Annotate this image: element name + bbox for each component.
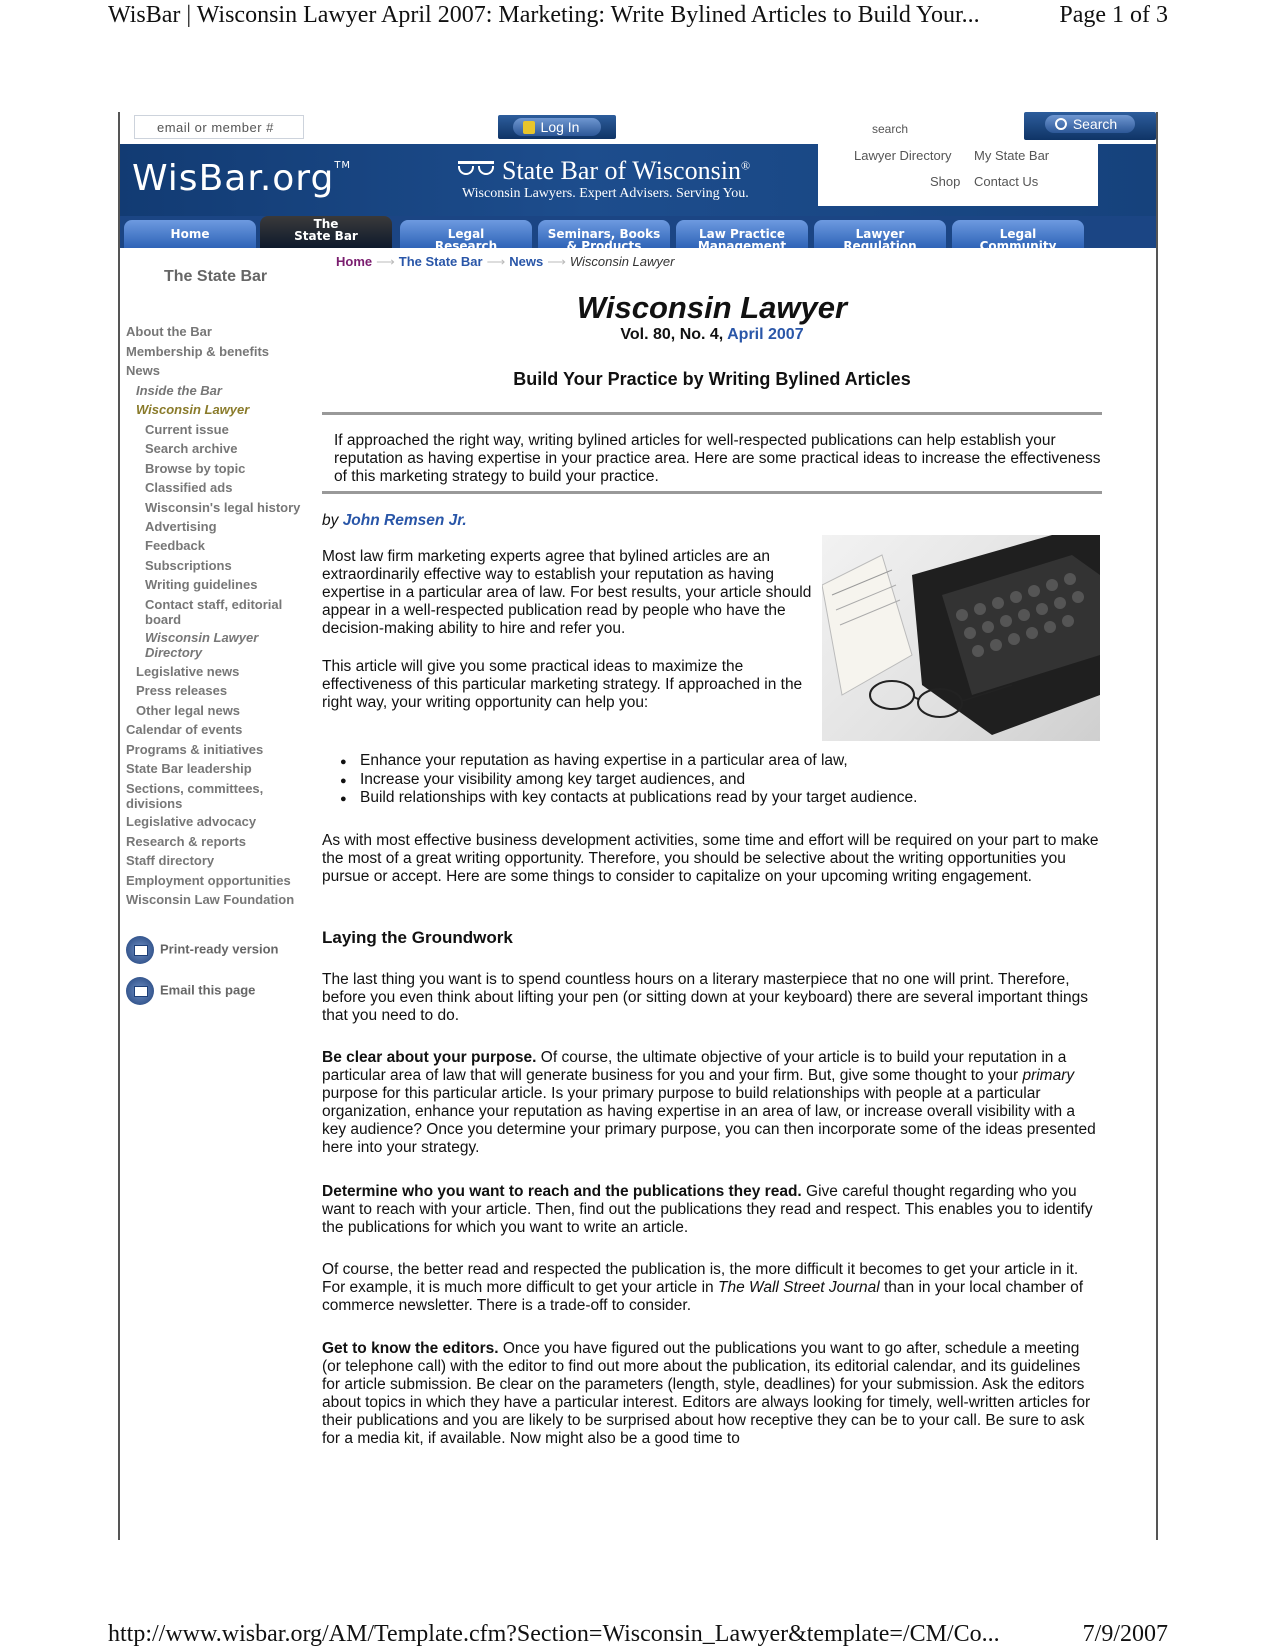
- link-contact-us[interactable]: Contact Us: [974, 174, 1039, 189]
- tab-law-practice-management[interactable]: Law Practice Management: [676, 220, 808, 248]
- print-footer-url: http://www.wisbar.org/AM/Template.cfm?Section=Wisconsin_Lawyer&template=/CM/Co...: [108, 1621, 1000, 1647]
- arrow-right-icon: ⟶: [376, 254, 395, 269]
- paragraph-3: As with most effective business development activities, some time and effort will be required on your part to make the most of a great writing opportunity. Therefore, you should be selective about the writing opportunities you pursue or accept. Here are some things to consider to capitalize on your upcoming writing engagement.: [322, 832, 1099, 885]
- breadcrumb-news[interactable]: News: [509, 254, 544, 269]
- arrow-right-icon: ⟶: [547, 254, 566, 269]
- site-banner: [120, 144, 1156, 216]
- byline: by John Remsen Jr.: [322, 512, 467, 529]
- paragraph-1: Most law firm marketing experts agree that bylined articles are an extraordinarily effective way to establish your reputation as having expertise in a particular area of law. For best results, your article should appear in a well-respected publication read by people who have the decision-making ability to hire and refer you.: [322, 548, 812, 637]
- paragraph-6: Determine who you want to reach and the publications they read. Give careful thought regarding who you want to reach with your article. Then, find out the publications they read and respect. This enables you to identify the publications for which you want to write an article.: [322, 1183, 1093, 1236]
- link-my-state-bar[interactable]: My State Bar: [974, 148, 1050, 163]
- sidebar-item-browse-by-topic[interactable]: Browse by topic: [145, 461, 246, 476]
- sidebar-item-staff-directory[interactable]: Staff directory: [126, 853, 215, 868]
- section-heading: Laying the Groundwork: [322, 928, 513, 947]
- sidebar-item-research-reports[interactable]: Research & reports: [126, 834, 246, 849]
- search-label: Search: [1072, 116, 1118, 132]
- sidebar-item-press-releases[interactable]: Press releases: [136, 683, 228, 698]
- list-item: ● Build relationships with key contacts at publications read by your target audience.: [360, 789, 917, 808]
- article-teaser: If approached the right way, writing bylined articles for well-respected publications can help establish your reputation as having expertise in your practice area. Here are some practical ideas to increase the effectiveness of this marketing strategy to build your practice.: [322, 412, 1102, 494]
- sidebar-item-inside-the-bar[interactable]: Inside the Bar: [136, 383, 222, 398]
- breadcrumb-state-bar[interactable]: The State Bar: [398, 254, 483, 269]
- sidebar-item-advertising[interactable]: Advertising: [145, 519, 217, 534]
- sidebar-item-calendar[interactable]: Calendar of events: [126, 722, 243, 737]
- tab-the-state-bar[interactable]: The State Bar: [260, 216, 392, 248]
- paragraph-7: Of course, the better read and respected the publication is, the more difficult it becomes to get your article in it. For example, it is much more difficult to get your article in The Wall Street Journal than in your local chamber of commerce newsletter. There is a trade-off to consider.: [322, 1261, 1084, 1314]
- email-input[interactable]: email or member #: [134, 115, 304, 139]
- list-item: ● Increase your visibility among key target audiences, and: [360, 771, 917, 790]
- print-header-page: Page 1 of 3: [1059, 2, 1168, 28]
- print-header: [108, 0, 1168, 32]
- state-bar-tagline: Wisconsin Lawyers. Expert Advisers. Serving You.: [462, 186, 749, 201]
- printer-icon: [126, 936, 154, 964]
- scales-icon: [458, 161, 494, 177]
- author-link[interactable]: John Remsen Jr.: [342, 512, 467, 529]
- search-button[interactable]: [1024, 112, 1156, 140]
- sidebar-item-leadership[interactable]: State Bar leadership: [126, 761, 252, 776]
- sidebar-item-programs[interactable]: Programs & initiatives: [126, 742, 264, 757]
- tab-lawyer-regulation[interactable]: Lawyer Regulation: [814, 220, 946, 248]
- sidebar-item-legal-history[interactable]: Wisconsin's legal history: [145, 500, 301, 515]
- list-item: ● Enhance your reputation as having expertise in a particular area of law,: [360, 752, 917, 771]
- state-bar-title: State Bar of Wisconsin®: [458, 156, 750, 186]
- lock-icon: [523, 121, 535, 134]
- web-page: [118, 112, 1158, 1540]
- print-footer: [108, 1621, 1168, 1650]
- main-nav: [120, 216, 1156, 253]
- sidebar-item-news[interactable]: News: [126, 363, 160, 378]
- search-input[interactable]: search: [872, 122, 909, 136]
- print-ready-link[interactable]: Print-ready version: [126, 936, 279, 964]
- tab-seminars-books-products[interactable]: Seminars, Books & Products: [538, 220, 670, 248]
- sidebar-item-feedback[interactable]: Feedback: [145, 538, 205, 553]
- sidebar-item-membership[interactable]: Membership & benefits: [126, 344, 270, 359]
- breadcrumb-current: Wisconsin Lawyer: [569, 254, 675, 269]
- sidebar-item-law-foundation[interactable]: Wisconsin Law Foundation: [126, 892, 295, 907]
- benefits-list: [360, 752, 917, 808]
- email-page-link[interactable]: Email this page: [126, 977, 255, 1005]
- paragraph-4: The last thing you want is to spend countless hours on a literary masterpiece that no one will print. Therefore, before you even think about lifting your pen (or sitting down at your keyboard) there are several important things that you need to do.: [322, 971, 1088, 1024]
- wisbar-logo[interactable]: WisBar.org™: [132, 158, 352, 199]
- sidebar-item-subscriptions[interactable]: Subscriptions: [145, 558, 232, 573]
- link-lawyer-directory[interactable]: Lawyer Directory: [854, 148, 952, 163]
- sidebar-item-about-the-bar[interactable]: About the Bar: [126, 324, 212, 339]
- sidebar-item-wisconsin-lawyer[interactable]: Wisconsin Lawyer: [136, 402, 250, 417]
- sidebar-item-legislative-advocacy[interactable]: Legislative advocacy: [126, 814, 257, 829]
- paragraph-2: This article will give you some practical ideas to maximize the effectiveness of this particular marketing strategy. If approached in the right way, your writing opportunity can help you:: [322, 658, 803, 711]
- sidebar-item-search-archive[interactable]: Search archive: [145, 441, 238, 456]
- breadcrumb-home[interactable]: Home: [336, 254, 373, 269]
- sidebar-item-contact-staff[interactable]: Contact staff, editorial board: [145, 597, 283, 627]
- login-button[interactable]: [498, 115, 616, 139]
- sidebar-item-other-legal-news[interactable]: Other legal news: [136, 703, 241, 718]
- sidebar-item-legislative-news[interactable]: Legislative news: [136, 664, 240, 679]
- tab-home[interactable]: Home: [124, 220, 256, 248]
- sidebar-item-employment[interactable]: Employment opportunities: [126, 873, 291, 888]
- issue-line: Vol. 80, No. 4, April 2007: [620, 326, 804, 343]
- sidebar-item-sections[interactable]: Sections, committees, divisions: [126, 781, 264, 811]
- issue-date-link[interactable]: April 2007: [727, 326, 804, 343]
- print-header-title: WisBar | Wisconsin Lawyer April 2007: Marketing: Write Bylined Articles to Build Your...: [108, 2, 980, 28]
- breadcrumb: [336, 254, 674, 270]
- link-shop[interactable]: Shop: [930, 174, 961, 189]
- print-footer-date: 7/9/2007: [1082, 1621, 1168, 1647]
- article-title: Build Your Practice by Writing Bylined Articles: [513, 369, 911, 389]
- login-label: Log In: [540, 119, 580, 135]
- tab-legal-research[interactable]: Legal Research: [400, 220, 532, 248]
- sidebar-title: The State Bar: [164, 268, 268, 285]
- tab-legal-community[interactable]: Legal Community: [952, 220, 1084, 248]
- typewriter-photo: [822, 535, 1100, 741]
- quick-links: [818, 144, 1098, 206]
- arrow-right-icon: ⟶: [486, 254, 506, 269]
- search-icon: [1055, 118, 1067, 130]
- sidebar-item-current-issue[interactable]: Current issue: [145, 422, 229, 437]
- sidebar-item-writing-guidelines[interactable]: Writing guidelines: [145, 577, 258, 592]
- top-bar: [120, 112, 1156, 144]
- sidebar-item-wisconsin-lawyer-directory[interactable]: Wisconsin Lawyer Directory: [145, 630, 259, 660]
- envelope-icon: [126, 977, 154, 1005]
- paragraph-5: Be clear about your purpose. Of course, the ultimate objective of your article is to build your reputation in a particular area of law that will generate business for you and your firm. But, give some thought to your primary purpose for this particular article. Is your primary purpose to build relationships with people at a particular organization, enhance your reputation as having expertise in an area of law, or increase overall visibility with a key audience? Once you determine your primary purpose, you can then incorporate some of the ideas presented here into your strategy.: [322, 1049, 1096, 1156]
- magazine-title: Wisconsin Lawyer: [576, 290, 848, 325]
- paragraph-8: Get to know the editors. Once you have figured out the publications you want to go after, schedule a meeting (or telephone call) with the editor to find out more about the publication, its editorial calendar, and its guidelines for article submission. Be clear on the parameters (length, style, deadlines) for your submission. Ask the editors about topics in which they have a particular interest. Editors are always looking for timely, well-written articles for their publications and you are likely to be surprised about how receptive they can be to your call. Be sure to ask for a media kit, if available. Now might also be a good time to: [322, 1340, 1091, 1447]
- sidebar-item-classified-ads[interactable]: Classified ads: [145, 480, 233, 495]
